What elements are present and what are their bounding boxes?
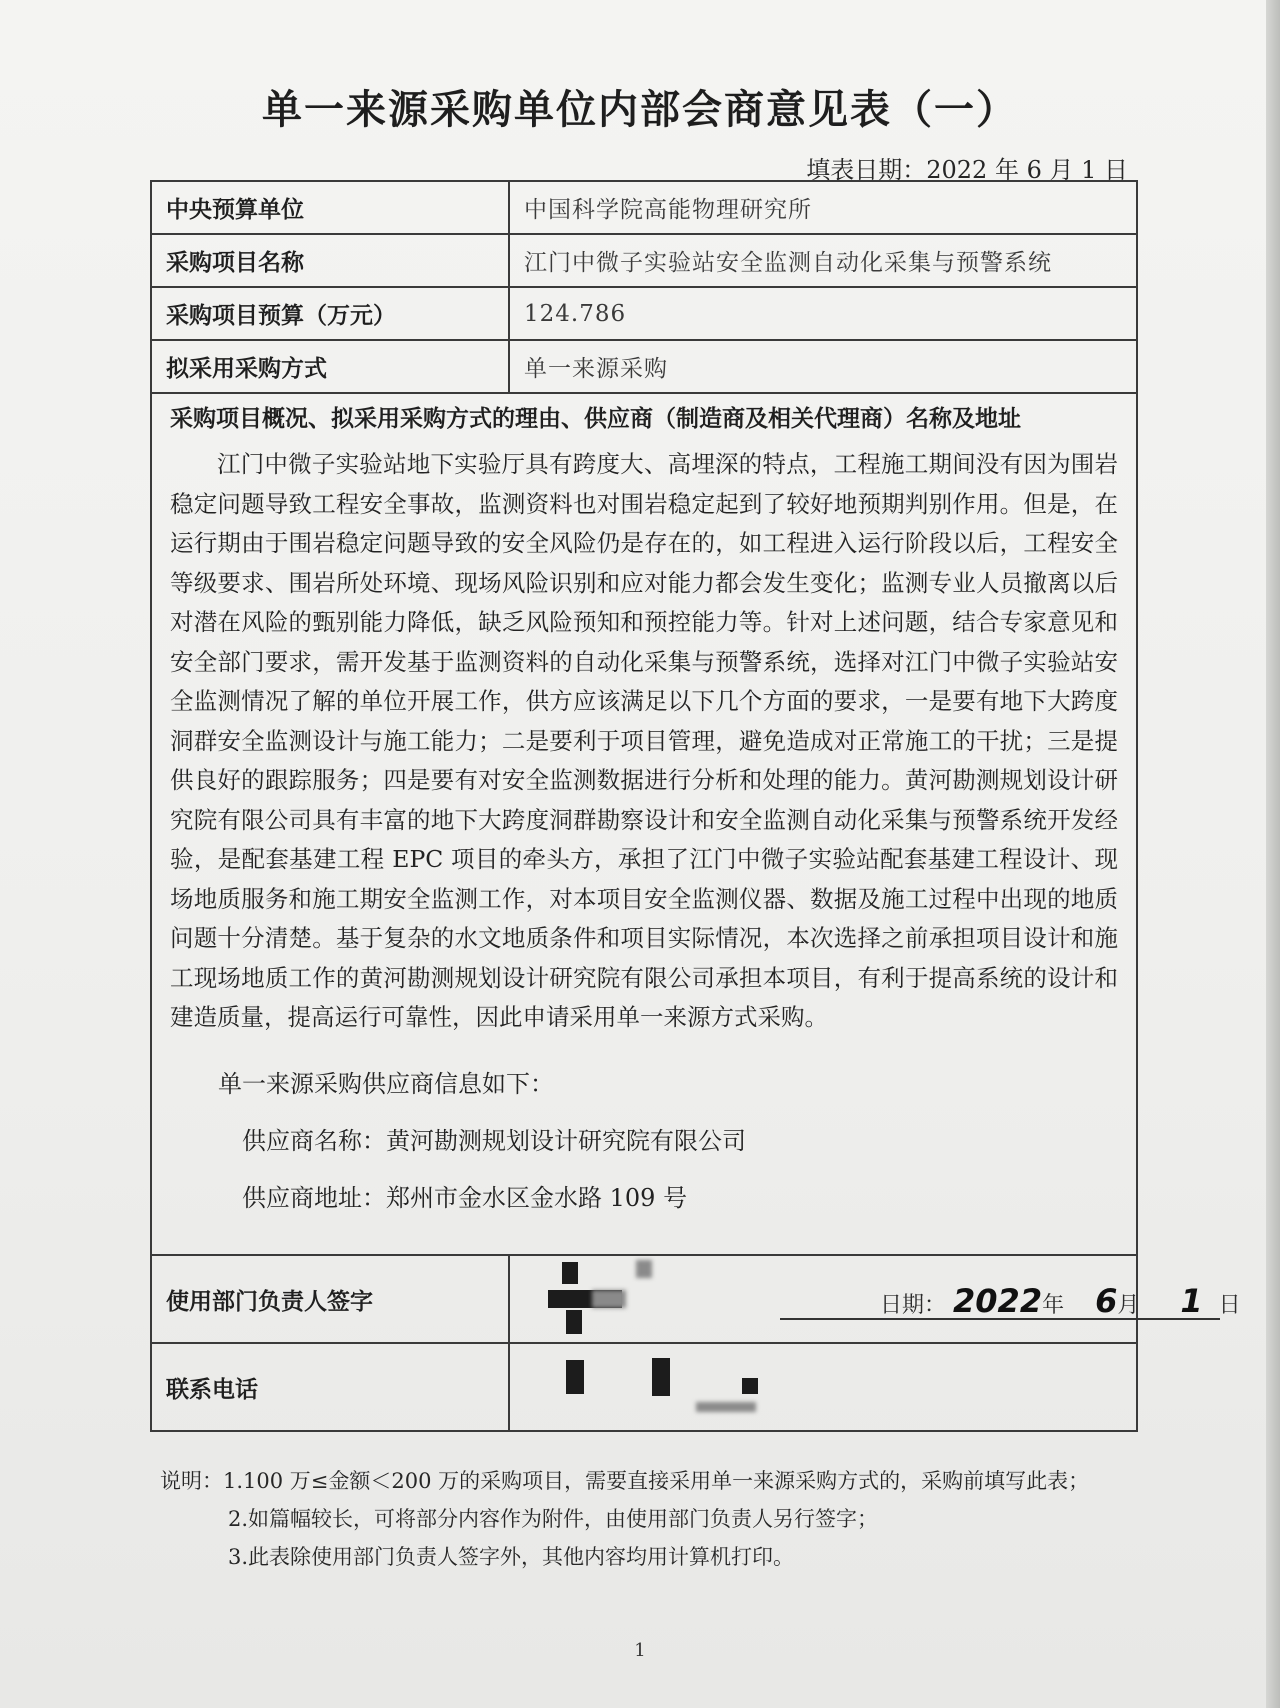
row-project-budget — [151, 287, 1137, 340]
section-heading: 采购项目概况、拟采用采购方式的理由、供应商（制造商及相关代理商）名称及地址 — [170, 406, 1021, 432]
signature-line — [780, 1318, 1220, 1320]
note-2: 2.如篇幅较长，可将部分内容作为附件，由使用部门负责人另行签字； — [228, 1507, 879, 1531]
row-procurement-method — [151, 340, 1137, 393]
fill-date: 填表日期：2022 年 6 月 1 日 — [806, 156, 1128, 184]
date-day-unit: 日 — [1218, 1293, 1241, 1318]
date-year: 2022 — [953, 1282, 1043, 1320]
notes — [160, 1462, 1140, 1576]
date-day: 1 — [1180, 1282, 1203, 1320]
supplier-name: 供应商名称：黄河勘测规划设计研究院有限公司 — [242, 1126, 746, 1155]
signature-cell — [509, 1255, 1241, 1343]
page-number: 1 — [634, 1640, 646, 1661]
project-name-value: 江门中微子实验站安全监测自动化采集与预警系统 — [509, 234, 1137, 287]
row-project-overview — [151, 393, 1137, 1255]
supplier-intro: 单一来源采购供应商信息如下： — [218, 1069, 554, 1098]
budget-unit-label: 中央预算单位 — [151, 181, 509, 234]
row-budget-unit — [151, 181, 1137, 234]
row-phone — [151, 1343, 1137, 1431]
supplier-address: 供应商地址：郑州市金水区金水路 109 号 — [242, 1183, 688, 1212]
row-signature — [151, 1255, 1137, 1343]
project-overview-cell — [151, 393, 1137, 1255]
date-month-unit: 月 — [1117, 1293, 1140, 1318]
date-month: 6 — [1095, 1282, 1118, 1320]
row-project-name — [151, 234, 1137, 287]
body-paragraph: 江门中微子实验站地下实验厅具有跨度大、高埋深的特点，工程施工期间没有因为围岩稳定问题导致工程安全事故，监测资料也对围岩稳定起到了较好地预期判别作用。但是，在运行期由于围岩稳定问题导致的安全风险仍是存在的，如工程进入运行阶段以后，工程安全等级要求、围岩所处环境、现场风险识别和应对能力都会发生变化；监测专业人员撤离以后对潜在风险的甄别能力降低，缺乏风险预知和预控能力等。针对上述问题，结合专家意见和安全部门要求，需开发基于监测资料的自动化采集与预警系统，选择对江门中微子实验站安全监测情况了解的单位开展工作，供方应该满足以下几个方面的要求，一是要有地下大跨度洞群安全监测设计与施工能力；二是要利于项目管理，避免造成对正常施工的干扰；三是提供良好的跟踪服务；四是要有对安全监测数据进行分析和处理的能力。黄河勘测规划设计研究院有限公司具有丰富的地下大跨度洞群勘察设计和安全监测自动化采集与预警系统开发经验，是配套基建工程 EPC 项目的牵头方，承担了江门中微子实验站配套基建工程设计、现场地质服务和施工期安全监测工作，对本项目安全监测仪器、数据及施工过程中出现的地质问题十分清楚。基于复杂的水文地质条件和项目实际情况，本次选择之前承担项目设计和施工现场地质工作的黄河勘测规划设计研究院有限公司承担本项目，有利于提高系统的设计和建造质量，提高运行可靠性，因此申请采用单一来源方式采购。 — [170, 450, 1118, 1031]
date-year-unit: 年 — [1042, 1293, 1065, 1318]
note-3: 3.此表除使用部门负责人签字外，其他内容均用计算机打印。 — [228, 1545, 795, 1569]
procurement-method-label: 拟采用采购方式 — [151, 340, 509, 393]
project-budget-value: 124.786 — [509, 287, 1137, 340]
phone-cell — [509, 1343, 1137, 1431]
consultation-form-table — [150, 180, 1241, 1432]
document-title: 单一来源采购单位内部会商意见表（一） — [262, 87, 1018, 133]
date-label: 日期： — [880, 1293, 947, 1318]
page-shadow-edge — [1266, 0, 1280, 1708]
project-budget-label: 采购项目预算（万元） — [151, 287, 509, 340]
note-1: 说明：1.100 万≤金额＜200 万的采购项目，需要直接采用单一来源采购方式的，采购前填写此表； — [160, 1469, 1090, 1493]
phone-label: 联系电话 — [151, 1343, 509, 1431]
signature-label: 使用部门负责人签字 — [151, 1255, 509, 1343]
signature-date — [880, 1282, 1241, 1320]
budget-unit-value: 中国科学院高能物理研究所 — [509, 181, 1137, 234]
project-name-label: 采购项目名称 — [151, 234, 509, 287]
procurement-method-value: 单一来源采购 — [509, 340, 1137, 393]
